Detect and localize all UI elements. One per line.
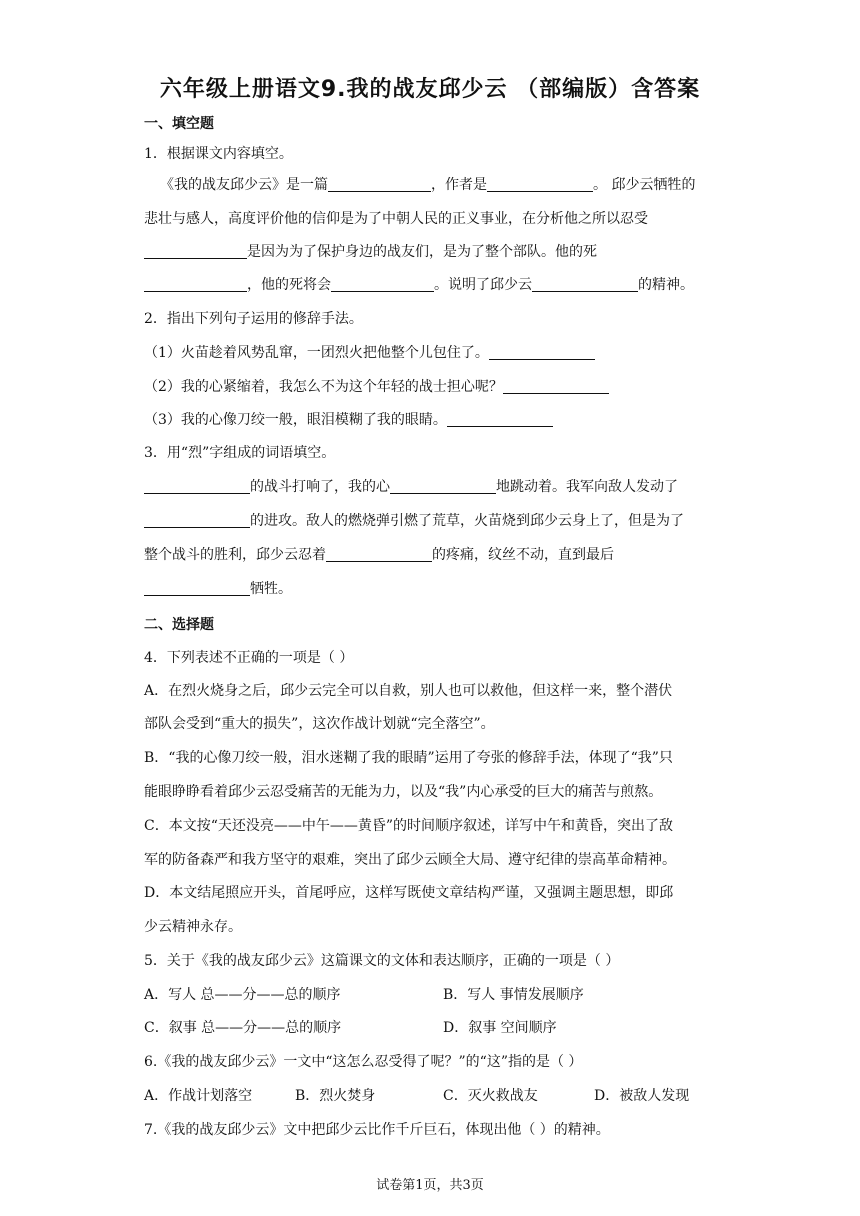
question-4-option-d-line-2: 少云精神永存。	[144, 919, 242, 935]
question-1-line-3: 是因为为了保护身边的战友们，是为了整个部队。他的死	[144, 242, 724, 262]
question-6-option-a[interactable]: A．作战计划落空	[144, 1088, 253, 1104]
section-heading-fill-in: 一、填空题	[144, 116, 214, 132]
answer-blank[interactable]	[532, 275, 638, 292]
question-6-stem: 6.《我的战友邱少云》一文中“这怎么忍受得了呢？”的“这”指的是（ ）	[144, 1054, 583, 1070]
question-5-option-c[interactable]: C．叙事 总——分——总的顺序	[144, 1020, 342, 1036]
question-7-stem: 7.《我的战友邱少云》文中把邱少云比作千斤巨石，体现出他（ ）的精神。	[144, 1122, 610, 1138]
answer-blank[interactable]	[447, 410, 553, 427]
answer-blank[interactable]	[487, 175, 593, 192]
answer-blank[interactable]	[144, 477, 250, 494]
answer-blank[interactable]	[503, 377, 609, 394]
question-4-option-d-line-1: D．本文结尾照应开头，首尾呼应，这样写既使文章结构严谨，又强调主题思想，即邱	[144, 885, 674, 901]
question-4-stem: 4．下列表述不正确的一项是（ ）	[144, 650, 354, 666]
answer-blank[interactable]	[144, 242, 247, 259]
question-4-option-c-line-1: C．本文按“天还没亮——中午——黄昏”的时间顺序叙述，详写中午和黄昏，突出了敌	[144, 818, 674, 834]
answer-blank[interactable]	[489, 343, 595, 360]
answer-blank[interactable]	[144, 579, 250, 596]
question-3-line-1: 的战斗打响了，我的心 地跳动着。我军向敌人发动了	[144, 477, 724, 497]
answer-blank[interactable]	[144, 275, 247, 292]
answer-blank[interactable]	[328, 175, 431, 192]
question-3-line-3: 整个战斗的胜利，邱少云忍着 的疼痛，纹丝不动，直到最后	[144, 547, 614, 563]
question-2-sentence-2: （2）我的心紧缩着，我怎么不为这个年轻的战士担心呢？	[144, 377, 724, 397]
question-1-line-4: ，他的死将会 。说明了邱少云 的精神。	[144, 275, 724, 295]
question-3-stem: 3．用“烈”字组成的词语填空。	[144, 445, 336, 461]
question-1-stem: 1．根据课文内容填空。	[144, 146, 293, 162]
answer-blank[interactable]	[331, 275, 434, 292]
answer-blank[interactable]	[144, 511, 250, 528]
question-6-option-c[interactable]: C．灭火救战友	[443, 1088, 538, 1104]
question-6-option-d[interactable]: D．被敌人发现	[594, 1088, 690, 1104]
question-4-option-c-line-2: 军的防备森严和我方坚守的艰难，突出了邱少云顾全大局、遵守纪律的崇高革命精神。	[144, 852, 676, 868]
answer-blank[interactable]	[390, 477, 496, 494]
answer-blank[interactable]	[326, 545, 432, 562]
question-5-option-b[interactable]: B．写人 事情发展顺序	[443, 987, 584, 1003]
question-2-sentence-3: （3）我的心像刀绞一般，眼泪模糊了我的眼睛。	[144, 410, 724, 430]
question-1-line-1: 《我的战友邱少云》是一篇 ，作者是 。 邱少云牺牲的	[160, 177, 696, 193]
page-title: 六年级上册语文9.我的战友邱少云 （部编版）含答案	[159, 77, 701, 102]
question-4-option-a-line-2: 部队会受到“重大的损失”，这次作战计划就“完全落空”。	[144, 716, 495, 732]
question-4-option-b-line-1: B．“我的心像刀绞一般，泪水迷糊了我的眼睛”运用了夸张的修辞手法，体现了“我”只	[144, 750, 673, 766]
question-3-line-4: 牺牲。	[144, 579, 724, 599]
question-2-sentence-1: （1）火苗趁着风势乱窜，一团烈火把他整个儿包住了。	[144, 343, 724, 363]
question-3-line-2: 的进攻。敌人的燃烧弹引燃了荒草，火苗烧到邱少云身上了，但是为了	[144, 511, 724, 531]
question-4-option-b-line-2: 能眼睁睁看着邱少云忍受痛苦的无能为力，以及“我”内心承受的巨大的痛苦与煎熬。	[144, 784, 663, 800]
section-heading-multiple-choice: 二、选择题	[144, 617, 214, 633]
question-4-option-a-line-1: A．在烈火烧身之后，邱少云完全可以自救，别人也可以救他，但这样一来，整个潜伏	[144, 683, 673, 699]
question-6-option-b[interactable]: B．烈火焚身	[295, 1088, 376, 1104]
page-footer: 试卷第1页，共3页	[376, 1178, 484, 1193]
question-5-option-a[interactable]: A．写人 总——分——总的顺序	[144, 987, 341, 1003]
question-2-stem: 2．指出下列句子运用的修辞手法。	[144, 311, 363, 327]
question-5-option-d[interactable]: D．叙事 空间顺序	[443, 1020, 557, 1036]
question-5-stem: 5．关于《我的战友邱少云》这篇课文的文体和表达顺序，正确的一项是（ ）	[144, 953, 620, 969]
question-1-line-2: 悲壮与感人，高度评价他的信仰是为了中朝人民的正义事业，在分析他之所以忍受	[144, 211, 648, 227]
